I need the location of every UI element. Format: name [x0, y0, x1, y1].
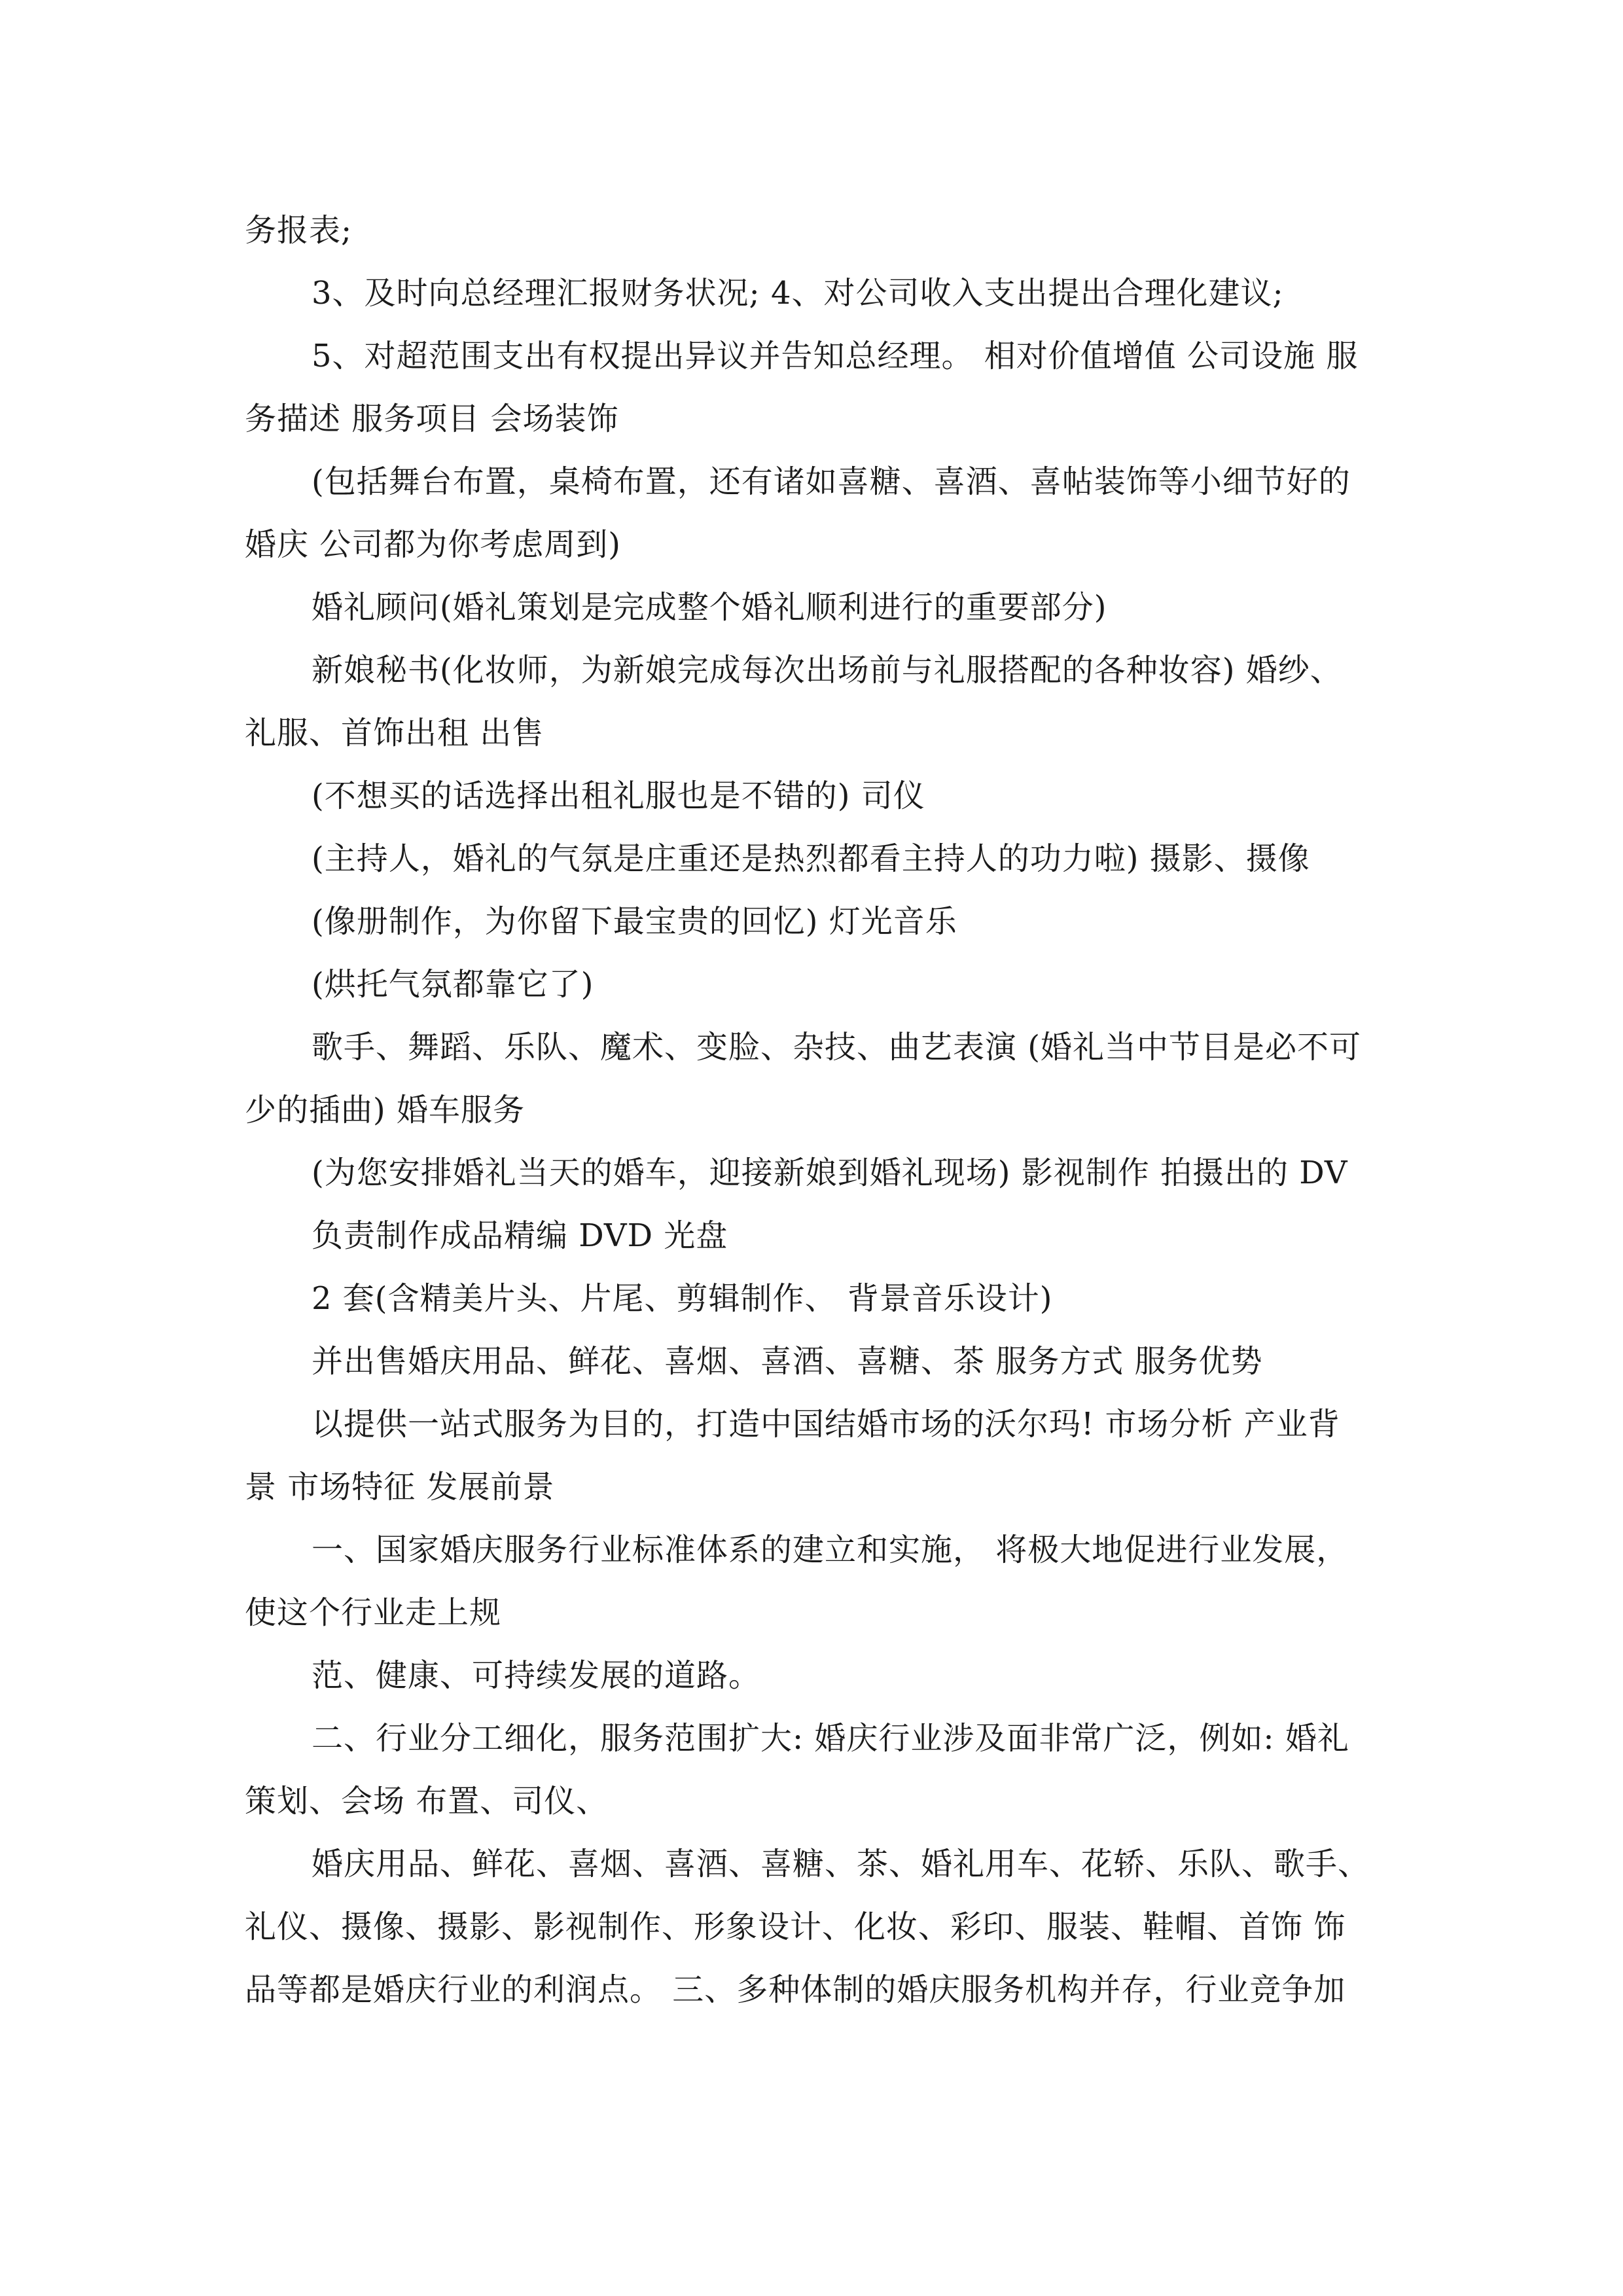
- text-line: 景 市场特征 发展前景: [245, 1469, 555, 1505]
- text-line: 少的插曲) 婚车服务: [245, 1092, 525, 1128]
- text-line: 婚庆 公司都为你考虑周到): [245, 526, 621, 563]
- text-line: 婚庆用品、鲜花、喜烟、喜酒、喜糖、茶、婚礼用车、花轿、乐队、歌手、: [312, 1846, 1370, 1882]
- text-line: (不想买的话选择出租礼服也是不错的) 司仪: [312, 778, 925, 814]
- text-line: 3、及时向总经理汇报财务状况; 4、对公司收入支出提出合理化建议;: [312, 275, 1284, 312]
- text-line: (为您安排婚礼当天的婚车，迎接新娘到婚礼现场) 影视制作 拍摄出的 DV: [312, 1155, 1348, 1191]
- text-line: 新娘秘书(化妆师，为新娘完成每次出场前与礼服搭配的各种妆容) 婚纱、: [312, 652, 1342, 689]
- text-line: 2 套(含精美片头、片尾、剪辑制作、 背景音乐设计): [312, 1280, 1053, 1317]
- text-line: 婚礼顾问(婚礼策划是完成整个婚礼顺利进行的重要部分): [312, 589, 1107, 626]
- text-line: 二、行业分工细化，服务范围扩大: 婚庆行业涉及面非常广泛，例如: 婚礼: [312, 1720, 1349, 1757]
- text-line: 策划、会场 布置、司仪、: [245, 1783, 609, 1820]
- text-line: 务描述 服务项目 会场装饰: [245, 401, 619, 437]
- text-line: 品等都是婚庆行业的利润点。 三、多种体制的婚庆服务机构并存，行业竞争加: [245, 1971, 1346, 2008]
- text-line: (烘托气氛都靠它了): [312, 966, 594, 1003]
- text-line: 务报表;: [245, 212, 353, 249]
- text-line: 礼服、首饰出租 出售: [245, 715, 544, 751]
- text-line: 范、健康、可持续发展的道路。: [312, 1657, 761, 1694]
- text-line: (主持人，婚礼的气氛是庄重还是热烈都看主持人的功力啦) 摄影、摄像: [312, 840, 1310, 877]
- text-line: 负责制作成品精编 DVD 光盘: [312, 1217, 728, 1254]
- text-line: (像册制作，为你留下最宝贵的回忆) 灯光音乐: [312, 903, 957, 940]
- text-line: 一、国家婚庆服务行业标准体系的建立和实施， 将极大地促进行业发展，: [312, 1532, 1349, 1568]
- text-line: 5、对超范围支出有权提出异议并告知总经理。 相对价值增值 公司设施 服: [312, 338, 1359, 374]
- text-line: 并出售婚庆用品、鲜花、喜烟、喜酒、喜糖、茶 服务方式 服务优势: [312, 1343, 1263, 1380]
- text-line: 使这个行业走上规: [245, 1594, 502, 1631]
- text-line: 歌手、舞蹈、乐队、魔术、变脸、杂技、曲艺表演 (婚礼当中节目是必不可: [312, 1029, 1361, 1066]
- text-line: (包括舞台布置，桌椅布置，还有诸如喜糖、喜酒、喜帖装饰等小细节好的: [312, 463, 1351, 500]
- text-line: 以提供一站式服务为目的，打造中国结婚市场的沃尔玛! 市场分析 产业背: [312, 1406, 1340, 1443]
- text-line: 礼仪、摄像、摄影、影视制作、形象设计、化妆、彩印、服装、鞋帽、首饰 饰: [245, 1909, 1346, 1945]
